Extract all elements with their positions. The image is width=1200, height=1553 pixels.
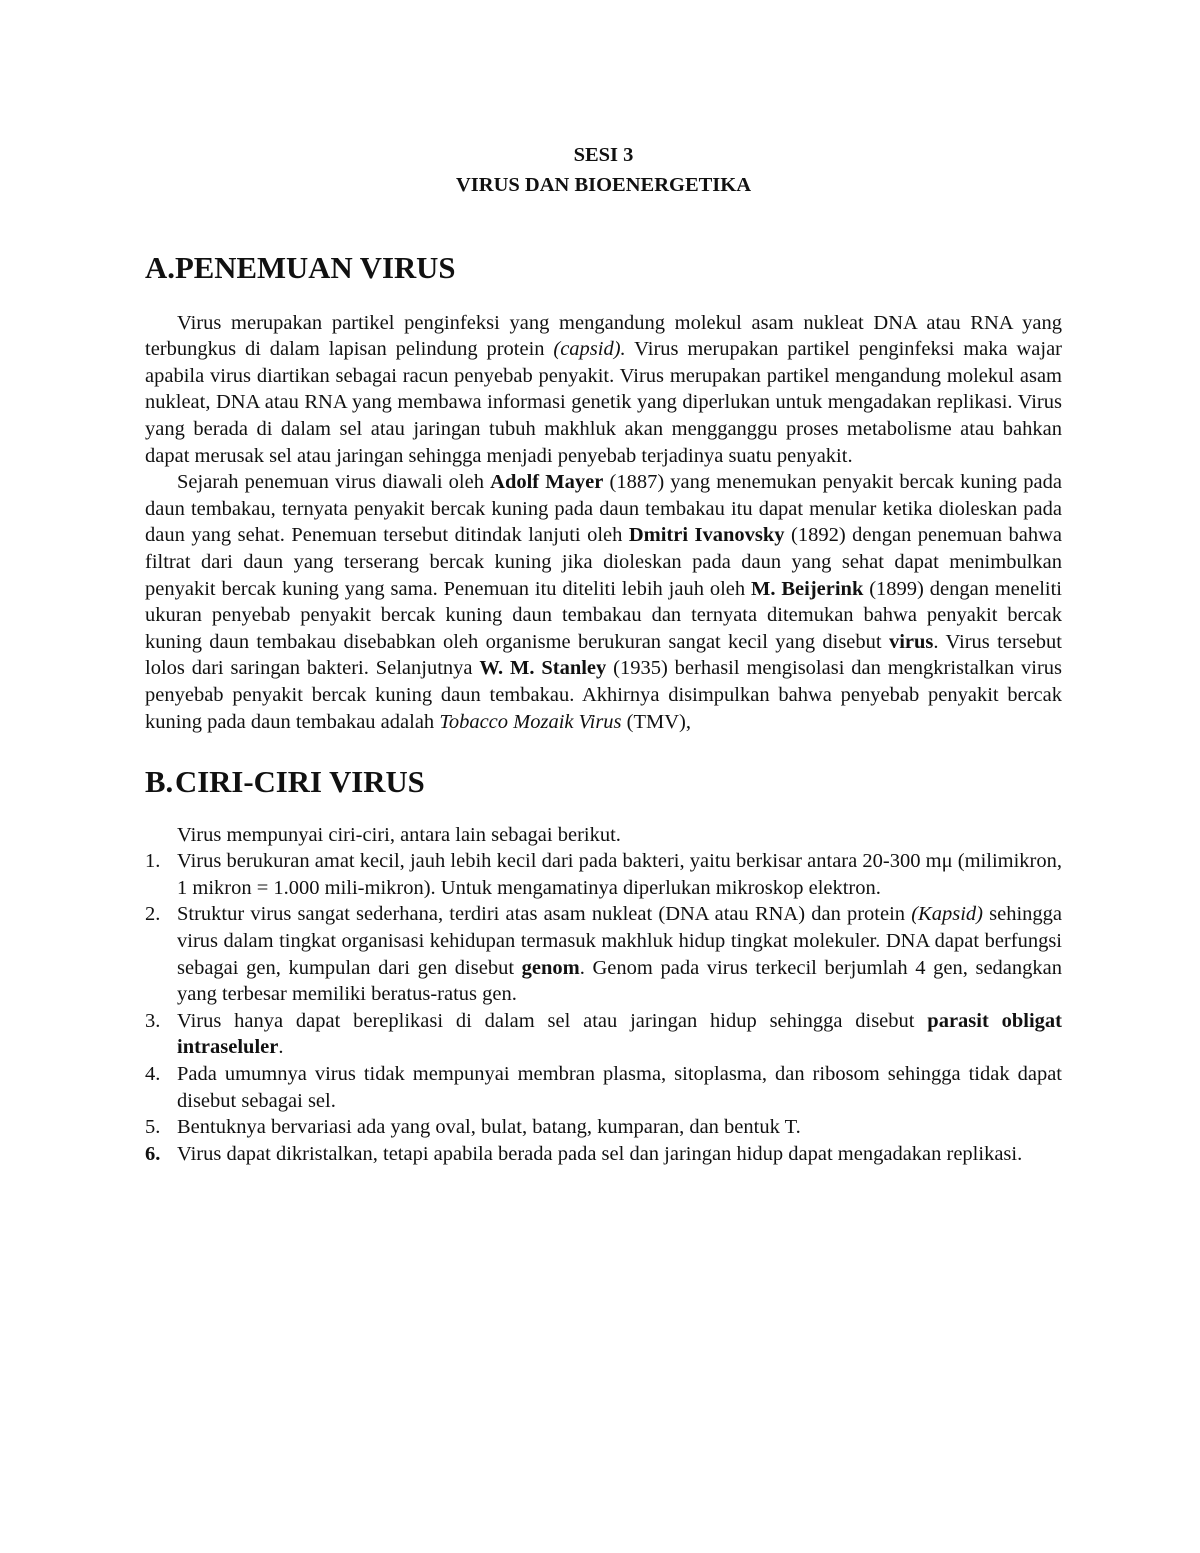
item-2-text-1: Struktur virus sangat sederhana, terdiri atas asam nukleat (DNA atau RNA) dan protein bbox=[177, 903, 912, 926]
p2-text-6: (1935) berhasil mengisolasi dan mengkristalkan virus penyebab penyakit bercak kuning daun tembakau. Akhirnya disimpulkan bahwa penyebab penyakit bercak kuning pada daun tembakau adalah bbox=[145, 657, 1062, 733]
item-3-text-2: . bbox=[278, 1036, 284, 1059]
list-item-text bbox=[177, 1114, 1062, 1141]
p2-text-5: . Virus tersebut lolos dari saringan bakteri. Selanjutnya bbox=[145, 630, 1062, 680]
p2-name-stanley: W. M. Stanley bbox=[479, 657, 607, 680]
p2-text-1: Sejarah penemuan virus diawali oleh bbox=[177, 471, 491, 494]
item-2-text-3: . Genom pada virus terkecil berjumlah 4 gen, sedangkan yang terbesar memiliki beratus-ratus gen. bbox=[177, 956, 1063, 1006]
paragraph-virus-history bbox=[145, 469, 1062, 735]
list-item bbox=[145, 848, 1062, 901]
section-a-title: PENEMUAN VIRUS bbox=[175, 251, 456, 285]
list-item-text bbox=[177, 901, 1062, 1007]
list-item-number: 3. bbox=[145, 1009, 161, 1032]
list-item bbox=[145, 1114, 1062, 1141]
p2-text-7: (TMV), bbox=[621, 710, 691, 733]
list-item-text bbox=[177, 1061, 1062, 1114]
item-1-text: Virus berukuran amat kecil, jauh lebih kecil dari pada bakteri, yaitu berkisar antara 20-300 mμ (milimikron, 1 mikron = 1.000 mili-mikron). Untuk mengamatinya diperlukan mikroskop elektron. bbox=[177, 850, 1062, 899]
list-item-number: 5. bbox=[145, 1116, 161, 1139]
item-3-text-1: Virus hanya dapat bereplikasi di dalam sel atau jaringan hidup sehingga disebut bbox=[177, 1009, 928, 1032]
p2-term-virus: virus bbox=[888, 630, 934, 653]
item-2-genom-term: genom bbox=[521, 956, 580, 979]
list-item bbox=[145, 1061, 1062, 1114]
ciri-intro: Virus mempunyai ciri-ciri, antara lain sebagai berikut. bbox=[177, 823, 621, 846]
list-item-number: 1. bbox=[145, 850, 161, 873]
list-item-text bbox=[177, 848, 1062, 901]
p2-name-beijerink: M. Beijerink bbox=[751, 577, 864, 600]
item-4-text: Pada umumnya virus tidak mempunyai membran plasma, sitoplasma, dan ribosom sehingga tidak dapat disebut sebagai sel. bbox=[177, 1063, 1062, 1112]
item-6-text: Virus dapat dikristalkan, tetapi apabila berada pada sel dan jaringan hidup dapat mengadakan replikasi. bbox=[177, 1142, 1023, 1165]
section-a-heading bbox=[145, 251, 1062, 285]
p2-term-tmv: Tobacco Mozaik Virus bbox=[439, 710, 622, 733]
section-b-heading bbox=[145, 765, 1062, 800]
p2-text-3: (1892) dengan penemuan bahwa filtrat dari daun yang terserang bercak kuning jika dioleskan pada daun yang sehat dapat menimbulkan penyakit bercak kuning yang sama. Penemuan itu diteliti lebih jauh oleh bbox=[145, 524, 1062, 600]
item-3-parasit-term: parasit obligat intraseluler bbox=[177, 1009, 1062, 1059]
p2-name-mayer: Adolf Mayer bbox=[490, 471, 604, 494]
section-b-letter: B. bbox=[145, 765, 174, 800]
section-b-title: CIRI-CIRI VIRUS bbox=[175, 765, 425, 800]
item-2-kapsid-term: (Kapsid) bbox=[911, 903, 983, 926]
list-item-number: 2. bbox=[145, 903, 161, 926]
session-label: SESI 3 bbox=[573, 144, 634, 166]
ciri-list bbox=[145, 848, 1062, 1167]
list-item-text bbox=[177, 1141, 1062, 1168]
p1-capsid-term: (capsid). bbox=[553, 338, 626, 361]
p2-name-ivanovsky: Dmitri Ivanovsky bbox=[628, 524, 785, 547]
list-item-text bbox=[177, 1008, 1062, 1061]
list-item-number: 6. bbox=[145, 1142, 161, 1165]
item-5-text: Bentuknya bervariasi ada yang oval, bulat, batang, kumparan, dan bentuk T. bbox=[177, 1116, 801, 1139]
document-page bbox=[145, 140, 1062, 1167]
list-item bbox=[145, 1141, 1062, 1168]
p2-text-4: (1899) dengan meneliti ukuran penyebab penyakit bercak kuning daun tembakau dan ternyata ditemukan bahwa penyakit bercak kuning daun tembakau disebabkan oleh organisme berukuran sangat kecil yang disebut bbox=[145, 577, 1063, 653]
item-2-text-2: sehingga virus dalam tingkat organisasi kehidupan termasuk makhluk hidup tingkat molekuler. DNA dapat berfungsi sebagai gen, kumpulan dari gen disebut bbox=[177, 903, 1063, 979]
p2-text-2: (1887) yang menemukan penyakit bercak kuning pada daun tembakau, ternyata penyakit bercak kuning pada daun tembakau itu dapat menular ketika dioleskan pada daun yang sehat. Penemuan tersebut ditindak lanjuti oleh bbox=[145, 471, 1062, 547]
paragraph-virus-definition bbox=[145, 310, 1062, 470]
list-item-number: 4. bbox=[145, 1063, 161, 1086]
section-a-letter: A. bbox=[145, 251, 175, 285]
p1-text-2: Virus merupakan partikel penginfeksi maka wajar apabila virus diartikan sebagai racun penyebab penyakit. Virus merupakan partikel mengandung molekul asam nukleat, DNA atau RNA yang membawa informasi genetik yang diperlukan untuk mengadakan replikasi. Virus yang berada di dalam sel atau jaringan tubuh makhluk akan mengganggu proses metabolisme atau bahkan dapat merusak sel atau jaringan sehingga menjadi penyebab terjadinya suatu penyakit. bbox=[145, 338, 1062, 467]
document-title: VIRUS DAN BIOENERGETIKA bbox=[455, 174, 752, 196]
p1-text-1: Virus merupakan partikel penginfeksi yang mengandung molekul asam nukleat DNA atau RNA yang terbungkus di dalam lapisan pelindung protein bbox=[145, 311, 1062, 361]
list-item bbox=[145, 901, 1062, 1007]
list-item bbox=[145, 1008, 1062, 1061]
